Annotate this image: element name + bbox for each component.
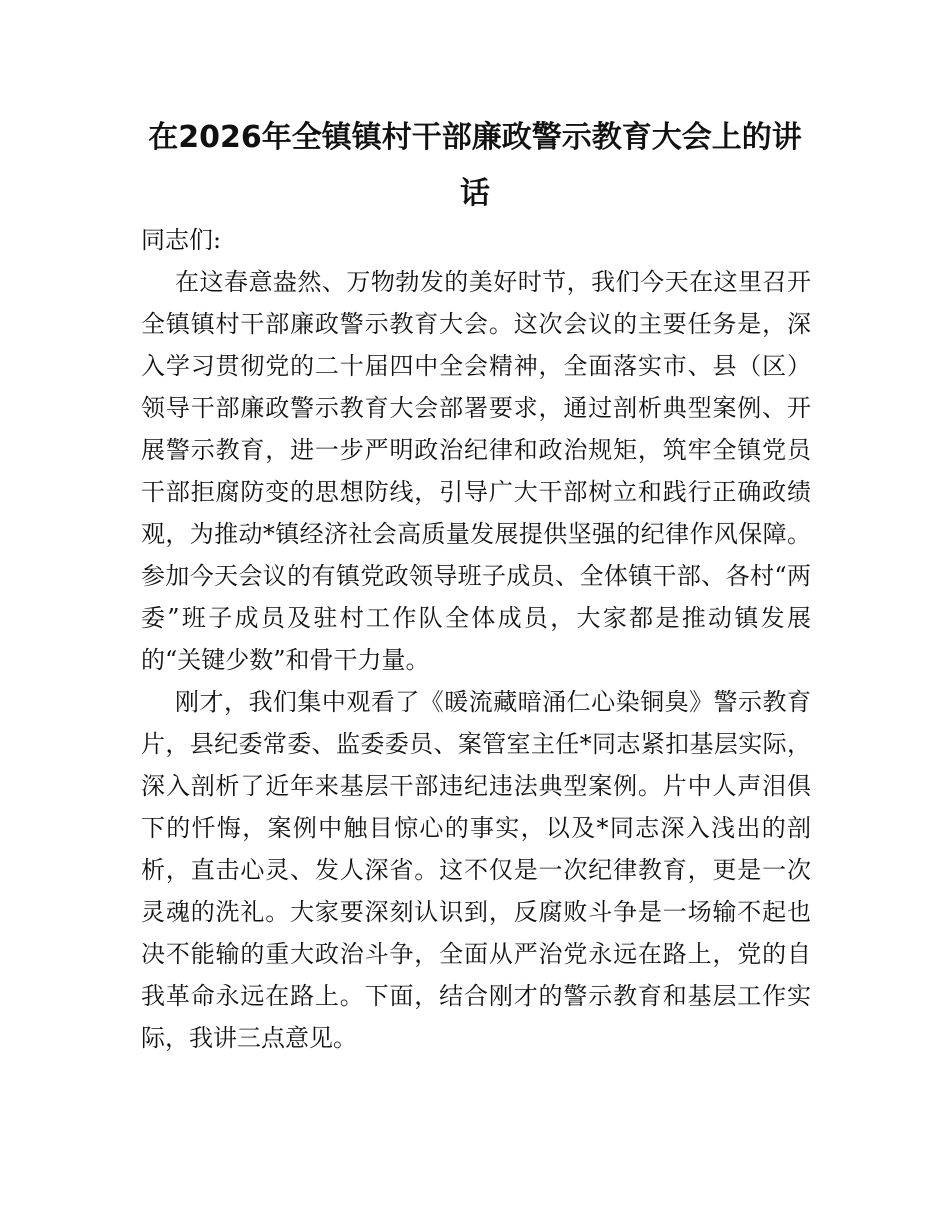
salutation: 同志们: — [141, 226, 222, 254]
paragraph-opening: 在这春意盎然、万物勃发的美好时节，我们今天在这里召开全镇镇村干部廉政警示教育大会。这次会议的主要任务是，深入学习贯彻党的二十届四中全会精神，全面落实市、县（区）领导干部廉政警示教育大会部署要求，通过剖析典型案例、开展警示教育，进一步严明政治纪律和政治规矩，筑牢全镇党员干部拒腐防变的思想防线，引导广大干部树立和践行正确政绩观，为推动*镇经济社会高质量发展提供坚强的纪律作风保障。参加今天会议的有镇党政领导班子成员、全体镇干部、各村“两委”班子成员及驻村工作队全体成员，大家都是推动镇发展的“关键少数”和骨干力量。 — [141, 268, 811, 674]
document-body — [141, 219, 811, 1059]
document-title: 在2026年全镇镇村干部廉政警示教育大会上的讲话 — [148, 120, 802, 211]
paragraph-warning-education: 刚才，我们集中观看了《暖流藏暗涌仁心染铜臭》警示教育片，县纪委常委、监委委员、案管室主任*同志紧扣基层实际，深入剖析了近年来基层干部违纪违法典型案例。片中人声泪俱下的忏悔，案例中触目惊心的事实，以及*同志深入浅出的剖析，直击心灵、发人深省。这不仅是一次纪律教育，更是一次灵魂的洗礼。大家要深刻认识到，反腐败斗争是一场输不起也决不能输的重大政治斗争，全面从严治党永远在路上，党的自我革命永远在路上。下面，结合刚才的警示教育和基层工作实际，我讲三点意见。 — [141, 688, 811, 1052]
